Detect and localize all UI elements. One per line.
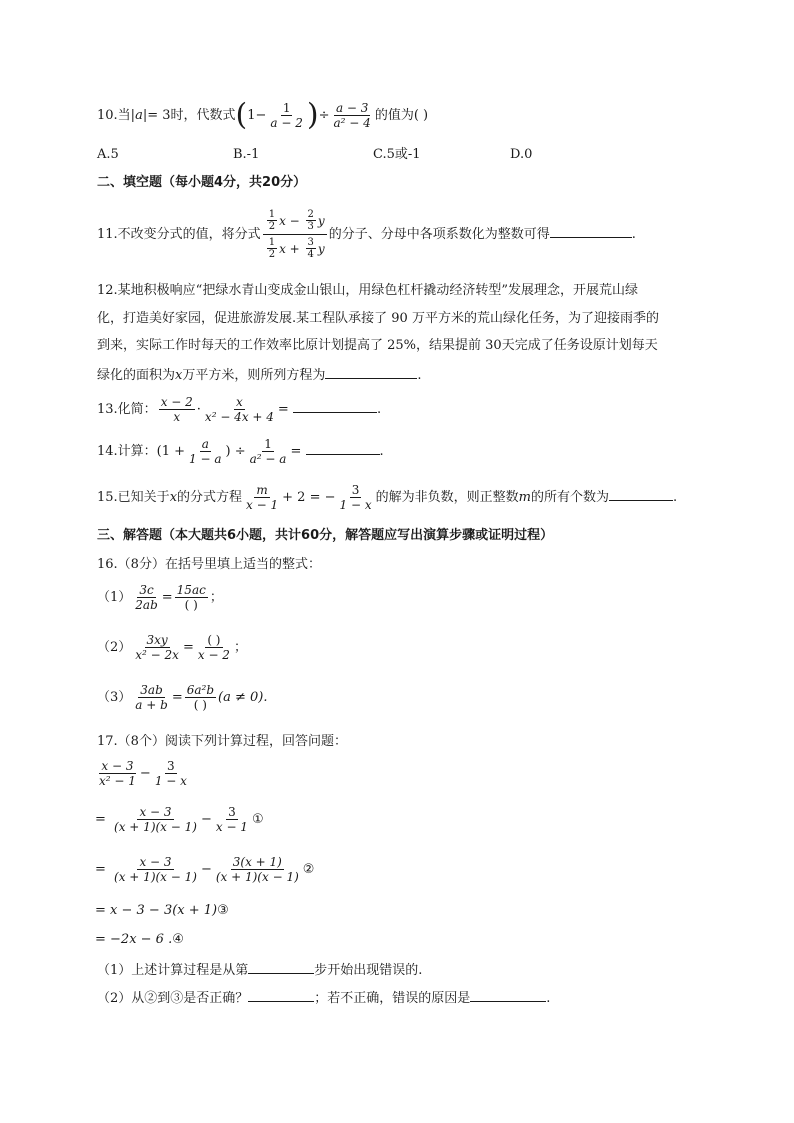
q10-paren-close: )	[306, 97, 319, 133]
question-10	[97, 97, 429, 133]
question-15: 15.已知关于x的分式方程 $\frac{m}{x - 1}$ + 2 = − $\frac{3}{1 - x}$ 的解为非负数，则正整数m的所有个数为 .	[97, 483, 678, 512]
q10-suffix: 的值为( )	[374, 108, 429, 123]
q12-line-2: 化，打造美好家园，促进旅游发展.某工程队承接了 90 万平方米的荒山绿化任务，为了迎接雨季的	[97, 311, 659, 326]
q16-part-3: （3） $\frac{3ab}{a + b}$ = $\frac{\text{6a²b}}{( )}$ (a ≠ 0).	[97, 683, 268, 712]
q17-q2-blank-2[interactable]	[470, 987, 546, 1002]
q16-part-2: （2） $\frac{3xy}{\text{x² − 2x}}$ = $\frac{( )}{x - 2}$ ；	[97, 633, 247, 662]
q17-q1-blank[interactable]	[248, 959, 314, 974]
q12-answer-blank[interactable]	[325, 364, 417, 379]
question-13: 13.化简： $\frac{x - 2}{x}$ · $\frac{x}{\text{x² − 4x + 4}}$ = .	[97, 395, 382, 424]
q10-option-a: A.5	[97, 147, 119, 162]
q12-line-3: 到来，实际工作时每天的工作效率比原计划提高了 25%，结果提前 30天完成了任务设原计划每天	[97, 338, 658, 353]
q10-options	[97, 146, 617, 164]
q17-title: 17.（8个）阅读下列计算过程，回答问题：	[97, 734, 347, 749]
q13-fraction-2: $\frac{x}{\text{x² − 4x + 4}}$	[204, 395, 274, 424]
q16-title: 16.（8分）在括号里填上适当的整式：	[97, 557, 321, 572]
q17-question-1: （1）上述计算过程是从第 步开始出现错误的.	[97, 959, 422, 980]
q10-mid: |= 3时，代数式	[142, 108, 236, 123]
q14-fraction-2: $\frac{1}{\text{a² − a}}$	[249, 437, 287, 466]
q17-step-0: $\frac{x - 3}{\text{x² − 1}}$ − $\frac{3}{1 - x}$	[99, 759, 187, 788]
q13-prefix: 13.化简：	[97, 402, 157, 417]
q12-line-4: 绿化的面积为x万平方米，则所列方程为 .	[97, 364, 422, 385]
q10-var-a: a	[135, 108, 143, 123]
q10-divide: ÷	[318, 108, 330, 123]
q17-step-4: = −2x − 6 .④	[95, 932, 184, 947]
q16-part-1: （1） $\frac{3c}{2ab}$ = $\frac{15ac}{( )}$ ；	[97, 583, 223, 612]
q14-prefix: 14.计算：(1 +	[97, 444, 186, 459]
q10-minus: −	[255, 108, 267, 123]
q11-end: .	[631, 227, 636, 242]
section-2-title: 二、填空题（每小题4分，共20分）	[97, 175, 307, 190]
q10-option-b: B.-1	[233, 147, 260, 162]
q17-q2-blank-1[interactable]	[248, 987, 314, 1002]
q11-answer-blank[interactable]	[550, 223, 632, 238]
q17-step-3: = x − 3 − 3(x + 1)③	[95, 903, 229, 918]
q15-fraction-2: $\frac{3}{1 - x}$	[339, 483, 372, 512]
question-14: 14.计算：(1 + $\frac{a}{1 - a}$ ) ÷ $\frac{1}{\text{a² − a}}$ = .	[97, 437, 384, 466]
q11-prefix: 11.不改变分式的值，将分式	[97, 227, 261, 242]
question-11	[97, 200, 636, 270]
q10-fraction-2: $\frac{a - 3}{\text{a² − 4}}$	[333, 101, 371, 130]
q10-fraction-1: $\frac{1}{a - 2}$	[270, 101, 303, 130]
q10-one: 1	[247, 108, 256, 123]
q14-fraction-1: $\frac{a}{1 - a}$	[189, 437, 222, 466]
q12-line-1: 12.某地积极响应“把绿水青山变成金山银山，用绿色杠杆撬动经济转型”发展理念，开展荒山绿	[97, 283, 638, 298]
q13-answer-blank[interactable]	[293, 398, 377, 413]
q17-step-2: = $\frac{x - 3}{(x + 1)(x - 1)}$ − $\frac{3(x + 1)}{(x + 1)(x - 1)}$ ②	[95, 855, 315, 884]
q17-step-1: = $\frac{x - 3}{(x + 1)(x - 1)}$ − $\frac{3}{x - 1}$ ①	[95, 805, 264, 834]
q10-option-c: C.5或-1	[373, 147, 421, 162]
q15-fraction-1: $\frac{m}{x - 1}$	[246, 483, 279, 512]
q11-compound-fraction: $\frac{1}{2}$ x − $\frac{2}{3}$ y $\frac{1}{2}$ x + $\frac{3}{4}$ y	[263, 209, 327, 260]
q15-answer-blank[interactable]	[609, 486, 673, 501]
q10-prefix: 10.当|	[97, 108, 136, 123]
section-3-title: 三、解答题（本大题共6小题，共计60分，解答题应写出演算步骤或证明过程）	[97, 528, 554, 543]
q14-answer-blank[interactable]	[306, 440, 380, 455]
q13-fraction-1: $\frac{x - 2}{x}$	[160, 395, 193, 424]
q17-question-2: （2）从②到③是否正确？ ；若不正确，错误的原因是 .	[97, 987, 550, 1008]
q10-option-d: D.0	[510, 147, 533, 162]
q11-suffix: 的分子、分母中各项系数化为整数可得	[328, 227, 550, 242]
q10-paren-open: (	[235, 97, 248, 133]
